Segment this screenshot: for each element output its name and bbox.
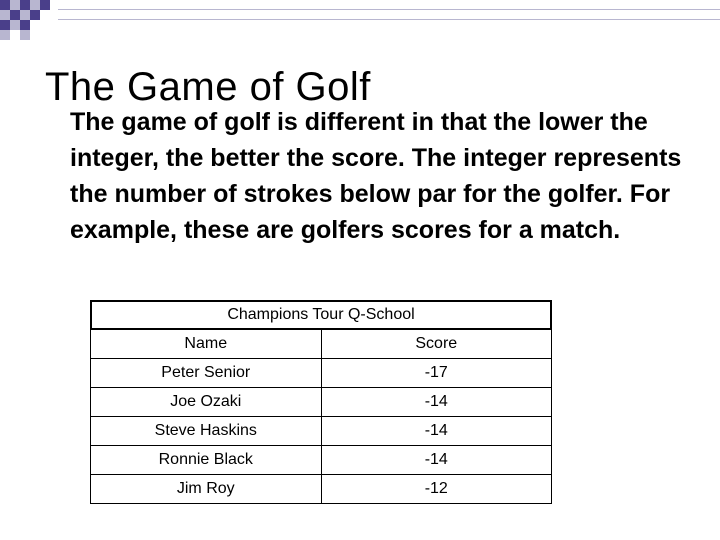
scores-table: [90, 300, 552, 504]
table-row: [91, 388, 552, 417]
cell-name: Ronnie Black: [91, 446, 322, 475]
slide-title: The Game of Golf: [45, 65, 371, 109]
cell-score: -12: [321, 475, 551, 504]
decorative-squares: [0, 0, 720, 40]
table-row: [91, 475, 552, 504]
slide-body-text: The game of golf is different in that the lower the integer, the better the score. The integer represents the number of strokes below par for the golfer. For example, these are golfers scores for a match.: [70, 108, 682, 244]
table-row: [91, 417, 552, 446]
cell-score: -14: [321, 417, 551, 446]
table-row: [91, 359, 552, 388]
cell-name: Steve Haskins: [91, 417, 322, 446]
cell-score: -14: [321, 446, 551, 475]
table-caption-row: [91, 301, 552, 330]
cell-score: -17: [321, 359, 551, 388]
cell-name: Jim Roy: [91, 475, 322, 504]
header-name: Name: [91, 330, 322, 359]
cell-name: Joe Ozaki: [91, 388, 322, 417]
table-caption: Champions Tour Q-School: [91, 301, 552, 330]
header-score: Score: [321, 330, 551, 359]
scores-table-wrapper: [90, 300, 552, 504]
cell-score: -14: [321, 388, 551, 417]
cell-name: Peter Senior: [91, 359, 322, 388]
table-row: [91, 446, 552, 475]
table-header-row: [91, 330, 552, 359]
header-bar: [58, 9, 720, 20]
